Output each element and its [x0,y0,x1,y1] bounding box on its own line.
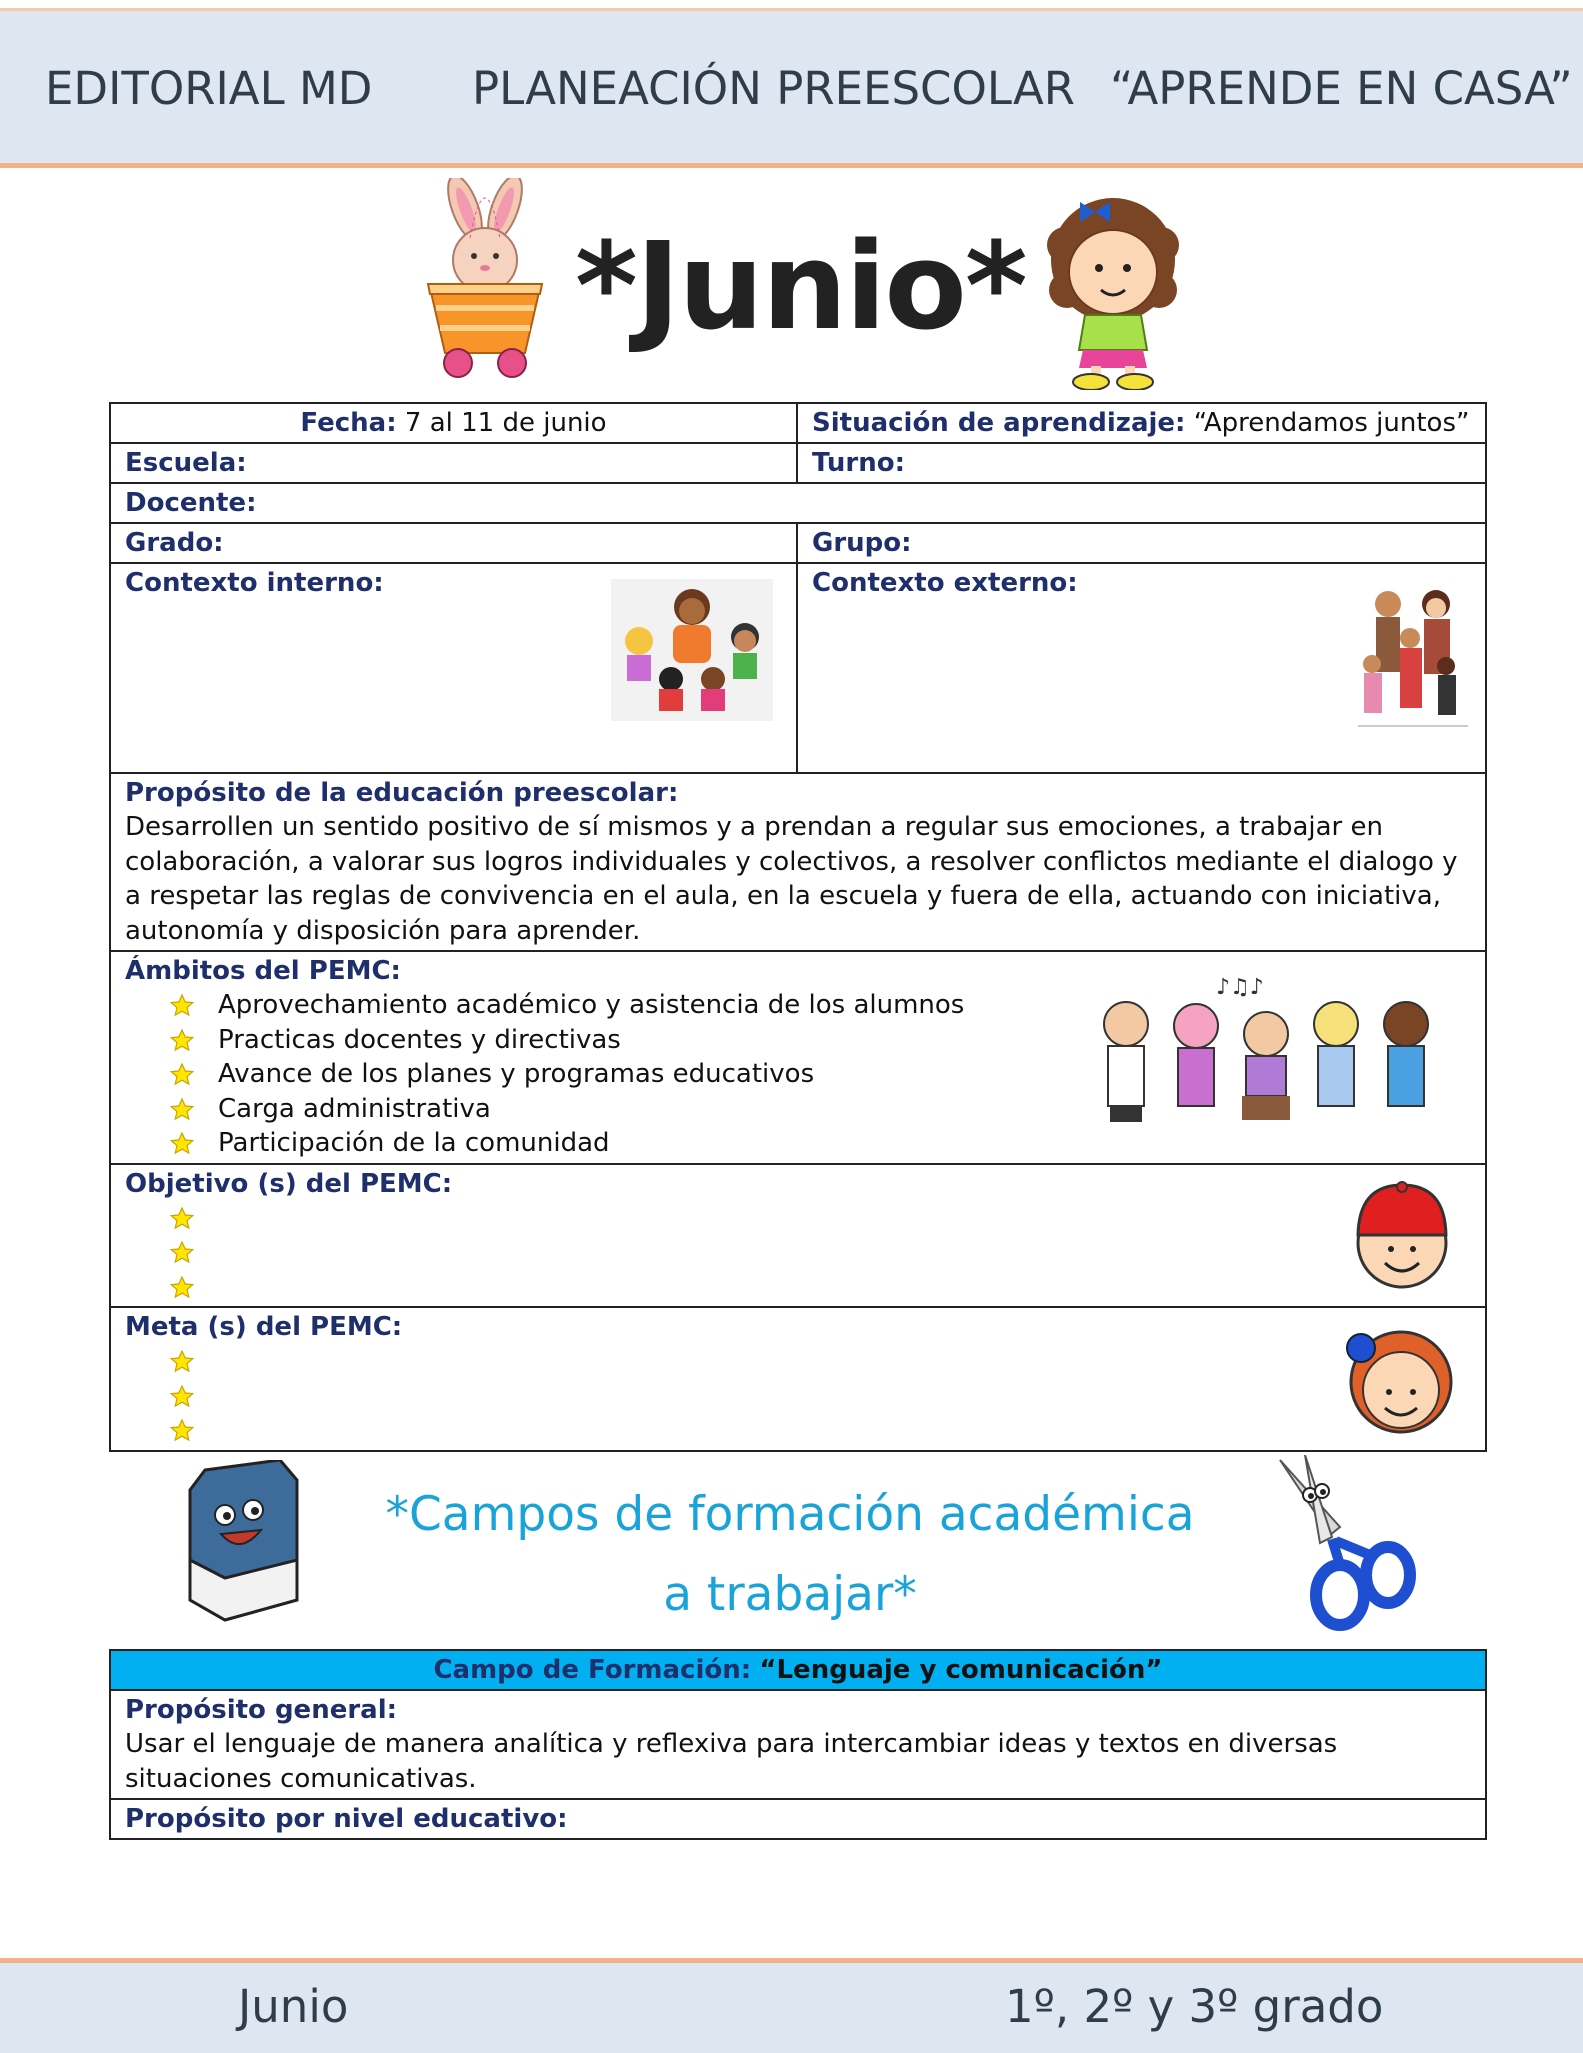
docente-label: Docente: [125,488,257,518]
star-bullet-icon [170,1241,194,1265]
proposito-cell [110,773,1486,951]
star-bullet-icon [170,994,194,1018]
star-bullet-icon [170,1276,194,1300]
objetivos-cell [110,1164,1486,1308]
header-publisher: EDITORIAL MD [45,62,373,115]
star-bullet-icon [170,1063,194,1087]
escuela-cell [110,443,797,483]
campos-heading-line1: *Campos de formación académica [385,1487,1195,1542]
footer-grades: 1º, 2º y 3º grado [1005,1980,1384,2033]
grupo-cell [797,523,1486,563]
star-bullet-icon [170,1419,194,1443]
eraser-character-illustration [185,1460,300,1625]
turno-label: Turno: [812,448,905,478]
girl-character-illustration [1035,190,1193,390]
header-title: PLANEACIÓN PREESCOLAR [472,62,1076,115]
ambito-text: Practicas docentes y directivas [218,1024,621,1055]
ambito-text: Avance de los planes y programas educativos [218,1059,815,1089]
ambito-text: Participación de la comunidad [218,1128,610,1158]
campos-heading-line2: a trabajar* [663,1567,917,1622]
classroom-circle-illustration [611,579,773,721]
proposito-label: Propósito de la educación preescolar: [125,778,679,808]
star-bullet-icon [170,1350,194,1374]
page-title: *Junio* [575,218,1026,357]
contexto-interno-label: Contexto interno: [125,568,384,598]
grupo-label: Grupo: [812,528,912,558]
girl-face-illustration [1333,1320,1463,1436]
fecha-value: 7 al 11 de junio [404,408,607,438]
kids-group-illustration [1086,964,1466,1134]
ambito-text: Carga administrativa [218,1093,491,1124]
proposito-nivel-cell [110,1799,1486,1839]
campo-table [109,1649,1487,1840]
star-bullet-icon [170,1207,194,1231]
campos-heading [300,1475,1280,1635]
fecha-label: Fecha: [300,408,397,438]
meta-item [170,1413,1471,1448]
situacion-label: Situación de aprendizaje: [812,408,1186,438]
objetivo-item [170,1270,1471,1305]
planning-table [109,402,1487,1452]
escuela-label: Escuela: [125,448,247,478]
star-bullet-icon [170,1029,194,1053]
ambito-text: Aprovechamiento académico y asistencia de los alumnos [218,990,965,1020]
campo-header-cell [110,1650,1486,1690]
fecha-cell [110,403,797,443]
objetivo-item [170,1235,1471,1270]
bunny-basket-illustration [400,178,570,383]
proposito-general-label: Propósito general: [125,1695,398,1725]
metas-list [125,1344,1471,1448]
boy-cap-illustration [1339,1175,1465,1293]
proposito-nivel-label: Propósito por nivel educativo: [125,1804,568,1834]
star-bullet-icon [170,1385,194,1409]
contexto-interno-cell [110,563,797,773]
contexto-externo-label: Contexto externo: [812,568,1078,598]
contexto-externo-cell [797,563,1486,773]
objetivos-label: Objetivo (s) del PEMC: [125,1168,453,1199]
campo-header-value: “Lenguaje y comunicación” [759,1655,1163,1685]
turno-cell [797,443,1486,483]
grado-cell [110,523,797,563]
header-tagline: “APRENDE EN CASA” [1110,62,1573,115]
scissors-character-illustration [1270,1455,1420,1635]
star-bullet-icon [170,1132,194,1156]
proposito-text: Desarrollen un sentido positivo de sí mismos y a prendan a regular sus emociones, a trabajar en colaboración, a valorar sus logros individuales y colectivos, a resolver conflictos mediante el dialogo y a respetar las reglas de convivencia en el aula, en la escuela y fuera de ella, actuando con iniciativa, autonomía y disposición para aprender. [125,812,1458,946]
svg-text:♪♫♪: ♪♫♪ [1216,975,1264,1000]
situacion-value: “Aprendamos juntos” [1193,408,1470,438]
metas-label: Meta (s) del PEMC: [125,1312,403,1342]
proposito-general-cell [110,1690,1486,1799]
ambitos-label: Ámbitos del PEMC: [125,956,401,986]
objetivo-item [170,1201,1471,1236]
star-bullet-icon [170,1098,194,1122]
family-illustration [1358,586,1468,736]
campo-header-label: Campo de Formación: [433,1655,752,1685]
metas-cell [110,1307,1486,1451]
footer-month: Junio [238,1980,349,2033]
objetivos-list [125,1201,1471,1305]
meta-item [170,1344,1471,1379]
grado-label: Grado: [125,528,224,558]
proposito-general-text: Usar el lenguaje de manera analítica y reflexiva para intercambiar ideas y textos en diversas situaciones comunicativas. [125,1729,1338,1794]
situacion-cell [797,403,1486,443]
docente-cell [110,483,1486,523]
meta-item [170,1379,1471,1414]
ambitos-cell [110,951,1486,1164]
